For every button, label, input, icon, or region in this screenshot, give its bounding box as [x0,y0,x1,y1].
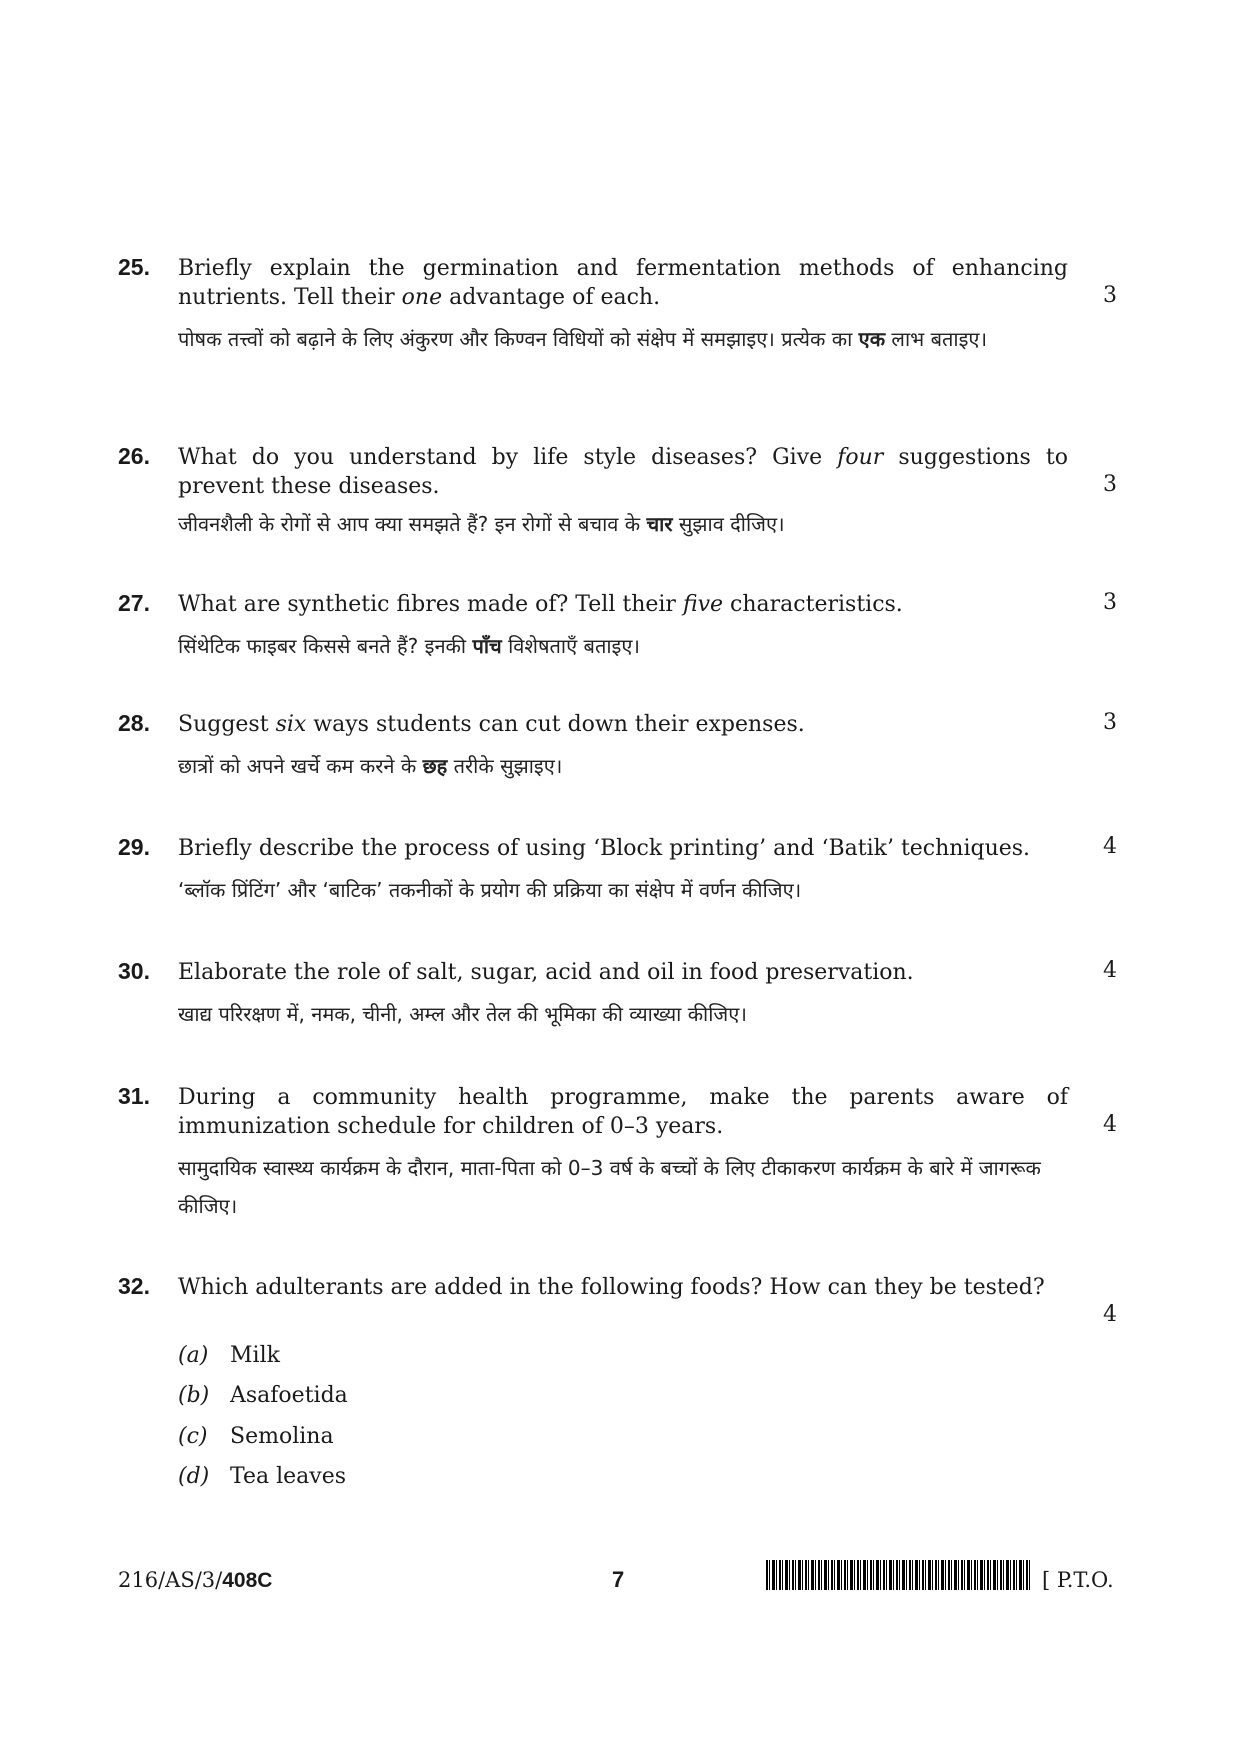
marks: 4 [1103,1112,1117,1137]
marks: 4 [1103,834,1117,859]
question-text [178,958,1068,1033]
question-text [178,834,1068,909]
hindi-text: सिंथेटिक फाइबर किससे बनते हैं? इनकी पाँच विशेषताएँ बताइए। [178,634,640,658]
marks: 3 [1103,283,1117,308]
question-number: 30. [118,958,150,984]
option-label: (a) [178,1343,209,1368]
hindi-text: ‘ब्लॉक प्रिंटिंग’ और ‘बाटिक’ तकनीकों के प्रयोग की प्रक्रिया का संक्षेप में वर्णन कीजिए। [178,878,802,902]
option-text: Asafoetida [230,1383,348,1408]
english-text: Briefly explain the germination and fermentation methods of enhancing nutrients. Tell their one advantage of each. [178,256,1068,310]
english-text: What are synthetic fibres made of? Tell their five characteristics. [178,592,903,617]
paper-code: 216/AS/3/408C [118,1568,273,1592]
marks: 4 [1103,958,1117,983]
hindi-text: जीवनशैली के रोगों से आप क्या समझते हैं? इन रोगों से बचाव के चार सुझाव दीजिए। [178,512,785,536]
english-text: Which adulterants are added in the following foods? How can they be tested? [178,1275,1045,1300]
option-label: (d) [178,1464,210,1489]
barcode-icon [766,1560,1032,1590]
option-label: (c) [178,1424,208,1449]
option-d [178,1464,346,1489]
option-text: Tea leaves [230,1464,347,1489]
question-number: 26. [118,443,150,469]
option-a [178,1343,280,1368]
pto-label: [ P.T.O. [1042,1568,1114,1592]
english-text: Elaborate the role of salt, sugar, acid and oil in food preservation. [178,960,914,985]
marks: 3 [1103,590,1117,615]
question-number: 28. [118,710,150,736]
question-text [178,254,1068,358]
marks: 4 [1103,1302,1117,1327]
question-number: 27. [118,590,150,616]
option-c [178,1424,334,1449]
option-text: Semolina [230,1424,334,1449]
hindi-text: पोषक तत्त्वों को बढ़ाने के लिए अंकुरण और किण्वन विधियों को संक्षेप में समझाइए। प्रत्येक का एक लाभ बताइए। [178,327,988,351]
hindi-text: सामुदायिक स्वास्थ्य कार्यक्रम के दौरान, माता-पिता को 0–3 वर्ष के बच्चों के लिए टीकाकरण कार्यक्रम के बारे में जागरूक कीजिए। [178,1156,1041,1218]
option-label: (b) [178,1383,210,1408]
english-text: Briefly describe the process of using ‘Block printing’ and ‘Batik’ techniques. [178,836,1031,861]
option-text: Milk [230,1343,280,1368]
question-number: 29. [118,834,150,860]
question-number: 25. [118,254,150,280]
question-text [178,710,1068,785]
page-number: 7 [612,1567,625,1592]
question-number: 32. [118,1273,150,1299]
hindi-text: छात्रों को अपने खर्चे कम करने के छह तरीके सुझाइए। [178,754,563,778]
english-text: During a community health programme, make the parents aware of immunization schedule for children of 0–3 years. [178,1085,1068,1139]
question-number: 31. [118,1083,150,1109]
question-text [178,1273,1068,1302]
question-text [178,1083,1068,1225]
question-text [178,590,1068,665]
option-b [178,1383,348,1408]
question-text [178,443,1068,543]
english-text: What do you understand by life style diseases? Give four suggestions to prevent these diseases. [178,445,1068,499]
marks: 3 [1103,472,1117,497]
hindi-text: खाद्य परिरक्षण में, नमक, चीनी, अम्ल और तेल की भूमिका की व्याख्या कीजिए। [178,1002,747,1026]
marks: 3 [1103,710,1117,735]
english-text: Suggest six ways students can cut down their expenses. [178,712,805,737]
